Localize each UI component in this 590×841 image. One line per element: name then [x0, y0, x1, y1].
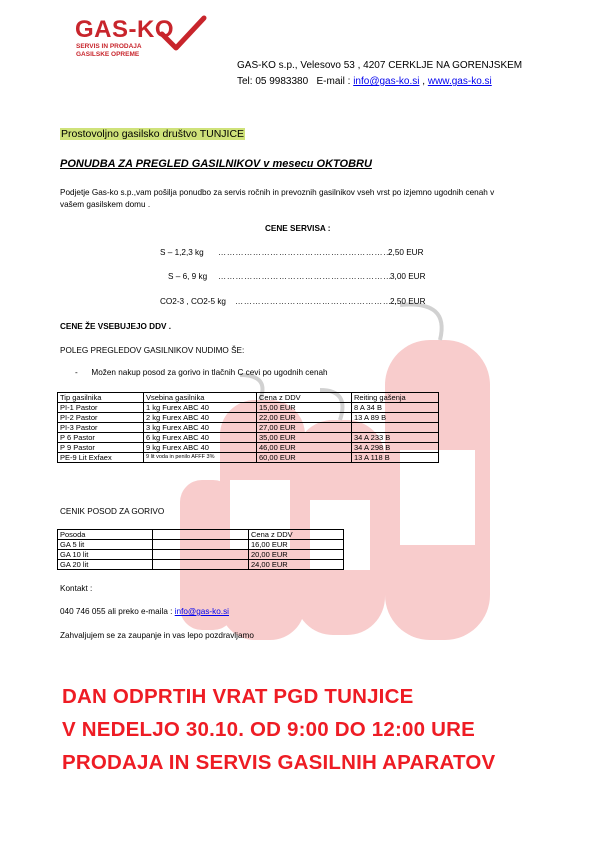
intro-paragraph: Podjetje Gas-ko s.p.,vam pošilja ponudbo za servis ročnih in prevoznih gasilnikov vseh vrst po izjemno ugodnih cenah v vašem gasilskem domu .	[60, 188, 495, 209]
table-cell: 22,00 EUR	[257, 413, 352, 423]
table-row	[58, 433, 439, 443]
table-cell: GA 5 lit	[58, 540, 153, 550]
table-cell: 34 A 233 B	[352, 433, 439, 443]
announcement-line-2: V NEDELJO 30.10. OD 9:00 DO 12:00 URE	[62, 718, 476, 741]
email-link[interactable]: info@gas-ko.si	[353, 76, 420, 87]
table-header: Reiting gašenja	[352, 393, 439, 403]
fuel-can-heading: CENIK POSOD ZA GORIVO	[60, 507, 165, 516]
table-row	[58, 540, 344, 550]
table-cell: P 6 Pastor	[58, 433, 144, 443]
table-header: Cena z DDV	[249, 530, 344, 540]
bullet-item: - Možen nakup posod za gorivo in tlačnih C cevi po ugodnih cenah	[75, 368, 328, 377]
price-dots-3: …………………………………………………	[235, 297, 401, 306]
additional-offer: POLEG PREGLEDOV GASILNIKOV NUDIMO ŠE:	[60, 346, 245, 355]
extinguisher-price-table	[57, 392, 439, 463]
table-cell: 16,00 EUR	[249, 540, 344, 550]
table-cell: 27,00 EUR	[257, 423, 352, 433]
table-cell: 6 kg Furex ABC 40	[144, 433, 257, 443]
ddv-note: CENE ŽE VSEBUJEJO DDV .	[60, 322, 172, 331]
announcement-line-1: DAN ODPRTIH VRAT PGD TUNJICE	[62, 685, 414, 708]
contact-line: Tel: 05 9983380 E-mail : info@gas-ko.si , www.gas-ko.si	[237, 76, 492, 87]
logo-tagline-1: SERVIS IN PRODAJA	[76, 43, 142, 50]
price-value-3: 2,50 EUR	[390, 297, 426, 306]
table-cell: PE-9 Lit Exfaex	[58, 453, 144, 463]
table-cell	[153, 560, 249, 570]
table-cell: 60,00 EUR	[257, 453, 352, 463]
price-dots-2: ……………………………………………………	[218, 272, 392, 281]
table-header: Tip gasilnika	[58, 393, 144, 403]
table-header: Posoda	[58, 530, 153, 540]
table-header-row	[58, 530, 344, 540]
table-header	[153, 530, 249, 540]
table-cell: 13 A 118 B	[352, 453, 439, 463]
table-cell: 1 kg Furex ABC 40	[144, 403, 257, 413]
table-cell: 35,00 EUR	[257, 433, 352, 443]
table-cell: P 9 Pastor	[58, 443, 144, 453]
contact-email-link[interactable]: info@gas-ko.si	[174, 607, 229, 616]
table-cell: PI-3 Pastor	[58, 423, 144, 433]
table-row	[58, 413, 439, 423]
table-cell: 34 A 298 B	[352, 443, 439, 453]
table-cell: 46,00 EUR	[257, 443, 352, 453]
checkmark-logo-icon	[158, 14, 208, 52]
price-item-2: S – 6, 9 kg	[168, 272, 208, 281]
fire-extinguisher-watermark	[150, 280, 510, 660]
email-label: E-mail :	[316, 76, 351, 87]
announcement-line-3: PRODAJA IN SERVIS GASILNIH APARATOV	[62, 751, 496, 774]
price-value-2: 3,00 EUR	[390, 272, 426, 281]
table-row	[58, 443, 439, 453]
table-cell: 13 A 89 B	[352, 413, 439, 423]
table-header: Cena z DDV	[257, 393, 352, 403]
table-cell	[352, 423, 439, 433]
phone: Tel: 05 9983380	[237, 76, 309, 87]
table-cell: GA 10 lit	[58, 550, 153, 560]
table-header-row	[58, 393, 439, 403]
contact-label: Kontakt :	[60, 584, 93, 593]
table-cell: 2 kg Furex ABC 40	[144, 413, 257, 423]
price-item-3: CO2-3 , CO2-5 kg	[160, 297, 226, 306]
table-cell: PI-2 Pastor	[58, 413, 144, 423]
table-row	[58, 453, 439, 463]
table-cell: 15,00 EUR	[257, 403, 352, 413]
logo-tagline-2: GASILSKE OPREME	[76, 51, 140, 58]
price-item-1: S – 1,2,3 kg	[160, 248, 204, 257]
bullet-text: Možen nakup posod za gorivo in tlačnih C cevi po ugodnih cenah	[91, 368, 328, 377]
offer-title: PONUDBA ZA PREGLED GASILNIKOV v mesecu OKTOBRU	[60, 158, 372, 170]
table-cell: 24,00 EUR	[249, 560, 344, 570]
table-row	[58, 550, 344, 560]
contact-phone: 040 746 055 ali preko e-maila :	[60, 607, 173, 616]
fuel-can-price-table	[57, 529, 344, 570]
table-cell: 3 kg Furex ABC 40	[144, 423, 257, 433]
price-dots-1: ……………………………………………………	[218, 248, 392, 257]
company-address: GAS-KO s.p., Velesovo 53 , 4207 CERKLJE NA GORENJSKEM	[237, 60, 523, 71]
table-cell: PI-1 Pastor	[58, 403, 144, 413]
table-cell: 9 kg Furex ABC 40	[144, 443, 257, 453]
prices-heading: CENE SERVISA :	[265, 224, 331, 233]
table-row	[58, 423, 439, 433]
website-link[interactable]: www.gas-ko.si	[427, 76, 492, 87]
price-value-1: 2,50 EUR	[388, 248, 424, 257]
table-row	[58, 403, 439, 413]
company-logo: GAS-KO	[75, 16, 174, 43]
table-header: Vsebina gasilnika	[144, 393, 257, 403]
table-cell	[153, 550, 249, 560]
table-row	[58, 560, 344, 570]
table-cell	[153, 540, 249, 550]
table-cell: 20,00 EUR	[249, 550, 344, 560]
table-cell: 8 A 34 B	[352, 403, 439, 413]
contact-info	[60, 607, 229, 616]
organization-name: Prostovoljno gasilsko društvo TUNJICE	[61, 128, 245, 140]
table-cell: GA 20 lit	[58, 560, 153, 570]
thanks-text: Zahvaljujem se za zaupanje in vas lepo pozdravljamo	[60, 631, 254, 640]
table-cell: 9 lit voda in penilo AFFF 3%	[144, 453, 257, 463]
